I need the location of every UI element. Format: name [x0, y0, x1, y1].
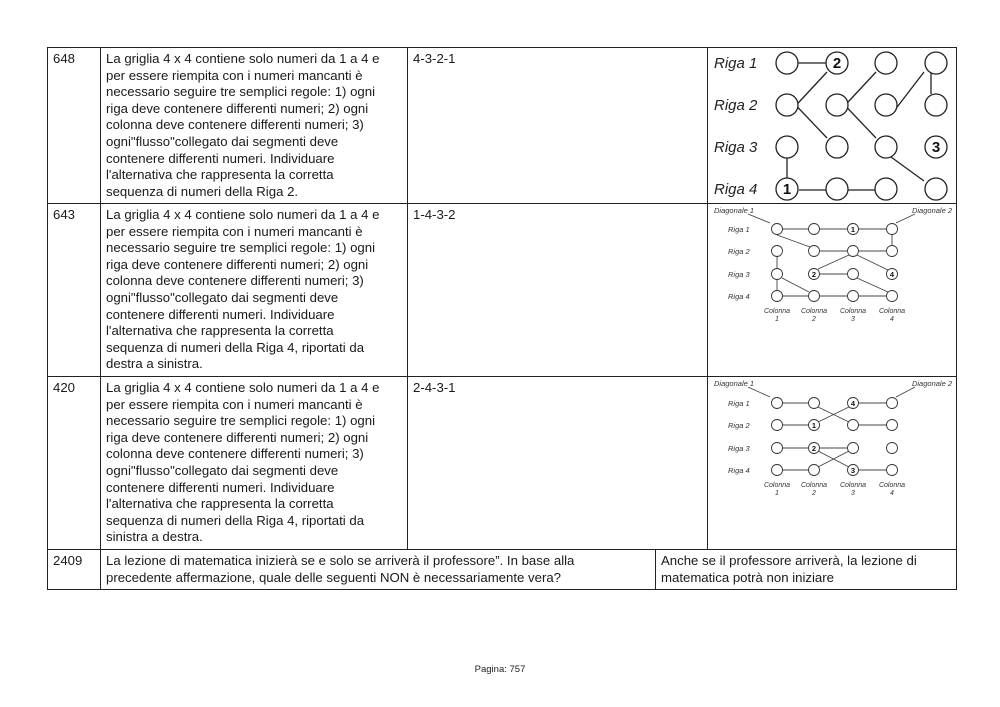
given-number: 3 — [931, 139, 941, 156]
column-label: Colonna — [839, 308, 867, 315]
row-label: Riga 2 — [714, 97, 758, 114]
grid-puzzle-figure — [707, 47, 957, 204]
given-number: 4 — [889, 270, 895, 279]
row-label: Riga 2 — [728, 247, 750, 256]
grid-puzzle-figure — [707, 376, 957, 550]
column-label: Colonna — [800, 308, 828, 315]
given-number: 3 — [850, 466, 856, 475]
table-row — [47, 376, 957, 550]
row-label: Riga 1 — [714, 55, 758, 72]
puzzle-diagram-643 — [708, 204, 956, 376]
column-label: Colonna — [763, 482, 791, 489]
question-text: La lezione di matematica inizierà se e solo se arriverà il professore”. In base alla precedente affermazione, quale delle seguenti NON è necessariamente vera? — [100, 549, 656, 590]
column-label: Colonna — [878, 308, 906, 315]
table-row — [47, 549, 957, 590]
column-label: 2 — [812, 490, 816, 497]
answer-text: 1-4-3-2 — [407, 203, 708, 377]
question-id: 643 — [47, 203, 101, 377]
row-label: Riga 4 — [728, 292, 750, 301]
answer-text: 2-4-3-1 — [407, 376, 708, 550]
given-number: 1 — [782, 181, 792, 198]
column-label: 4 — [890, 490, 894, 497]
given-number: 2 — [811, 444, 817, 453]
diagonal-label: Diagonale 2 — [911, 206, 952, 215]
row-label: Riga 1 — [728, 399, 750, 408]
column-label: Colonna — [763, 308, 791, 315]
given-number: 1 — [811, 421, 817, 430]
question-id: 420 — [47, 376, 101, 550]
page-number: Pagina: 757 — [474, 664, 526, 675]
given-number: 2 — [832, 55, 842, 72]
answer-text: Anche se il professore arriverà, la lezione di matematica potrà non iniziare — [655, 549, 957, 590]
row-label: Riga 4 — [728, 466, 750, 475]
column-label: Colonna — [800, 482, 828, 489]
diagonal-label: Diagonale 2 — [911, 379, 952, 388]
question-id: 648 — [47, 47, 101, 204]
given-number: 4 — [850, 399, 856, 408]
row-label: Riga 2 — [728, 421, 750, 430]
question-text: La griglia 4 x 4 contiene solo numeri da 1 a 4 e per essere riempita con i numeri mancanti è necessario seguire tre semplici regole: 1) ogni riga deve contenere differenti numeri; 2) ogni colonna deve contenere differenti numeri; 3) ogni"flusso"collegato dai segmenti deve contenere differenti numeri. Individuare l'alternativa che rappresenta la corretta sequenza di numeri della Riga 4, riportati da destra a sinistra. — [100, 203, 408, 377]
puzzle-diagram-420 — [708, 377, 956, 549]
row-label: Riga 3 — [728, 270, 750, 279]
column-label: 3 — [851, 316, 855, 323]
answer-text: 4-3-2-1 — [407, 47, 708, 204]
grid-puzzle-figure — [707, 203, 957, 377]
column-label: 1 — [775, 316, 779, 323]
given-number: 1 — [850, 225, 856, 234]
table-row — [47, 47, 957, 204]
row-label: Riga 3 — [728, 444, 750, 453]
question-id: 2409 — [47, 549, 101, 590]
table-row — [47, 203, 957, 377]
diagonal-label: Diagonale 1 — [714, 379, 755, 388]
column-label: Colonna — [839, 482, 867, 489]
row-label: Riga 4 — [714, 181, 758, 198]
column-label: 3 — [851, 490, 855, 497]
puzzle-diagram-648 — [708, 48, 956, 203]
column-label: 4 — [890, 316, 894, 323]
row-label: Riga 1 — [728, 225, 750, 234]
diagonal-label: Diagonale 1 — [714, 206, 755, 215]
column-label: Colonna — [878, 482, 906, 489]
question-text: La griglia 4 x 4 contiene solo numeri da 1 a 4 e per essere riempita con i numeri mancanti è necessario seguire tre semplici regole: 1) ogni riga deve contenere differenti numeri; 2) ogni colonna deve contenere differenti numeri; 3) ogni"flusso"collegato dai segmenti deve contenere differenti numeri. Individuare l'alternativa che rappresenta la corretta sequenza di numeri della Riga 2. — [100, 47, 408, 204]
question-text: La griglia 4 x 4 contiene solo numeri da 1 a 4 e per essere riempita con i numeri mancanti è necessario seguire tre semplici regole: 1) ogni riga deve contenere differenti numeri; 2) ogni colonna deve contenere differenti numeri; 3) ogni"flusso"collegato dai segmenti deve contenere differenti numeri. Individuare l'alternativa che rappresenta la corretta sequenza di numeri della Riga 4, riportati da sinistra a destra. — [100, 376, 408, 550]
column-label: 1 — [775, 490, 779, 497]
row-label: Riga 3 — [714, 139, 758, 156]
given-number: 2 — [811, 270, 817, 279]
column-label: 2 — [812, 316, 816, 323]
